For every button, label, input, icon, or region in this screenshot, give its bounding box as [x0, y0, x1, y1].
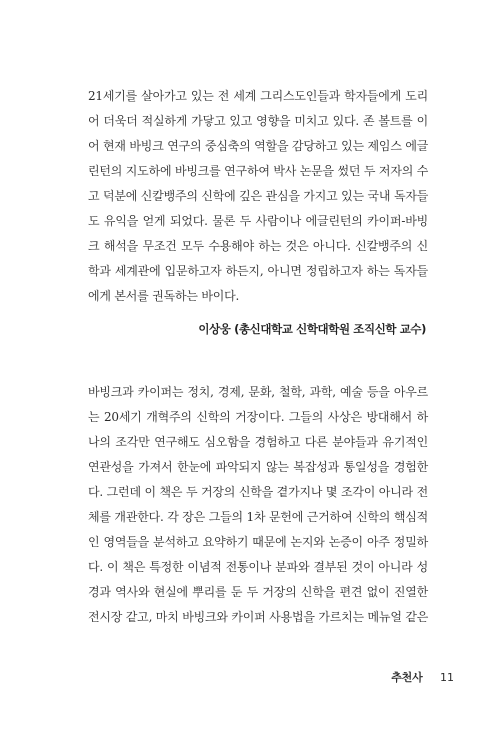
text-line: 고 덕분에 신칼뱅주의 신학에 깊은 관심을 가지고 있는 국내 독자들 [88, 189, 429, 203]
text-line: 학과 세계관에 입문하고자 하든지, 아니면 정립하고자 하는 독자들 [88, 264, 428, 278]
text-line: 다. 이 책은 특정한 이념적 전통이나 분파와 결부된 것이 아니라 성 [88, 560, 428, 574]
text-line: 전시장 같고, 마치 바빙크와 카이퍼 사용법을 가르치는 메뉴얼 같은 [88, 610, 429, 624]
page-number: 11 [440, 671, 454, 684]
text-line: 21세기를 살아가고 있는 전 세계 그리스도인들과 학자들에게 도리 [88, 89, 428, 103]
text-line: 어 더욱더 적실하게 가닿고 있고 영향을 미치고 있다. 존 볼트를 이 [88, 114, 428, 128]
text-line: 바빙크과 카이퍼는 정치, 경제, 문화, 철학, 과학, 예술 등을 아우르 [88, 385, 428, 399]
text-line: 어 현재 바빙크 연구의 중심축의 역할을 감당하고 있는 제임스 에글 [88, 139, 429, 153]
text-line: 나의 조각만 연구해도 심오함을 경험하고 다른 분야들과 유기적인 [88, 435, 428, 449]
text-line: 연관성을 가져서 한눈에 파악되지 않는 복잡성과 통일성을 경험한 [88, 460, 428, 474]
text-line: 인 영역들을 분석하고 요약하기 때문에 논지와 논증이 아주 정밀하 [88, 535, 428, 549]
text-line: 는 20세기 개혁주의 신학의 거장이다. 그들의 사상은 방대해서 하 [88, 410, 428, 424]
text-line: 도 유익을 얻게 되었다. 물론 두 사람이나 에글린턴의 카이퍼-바빙 [88, 214, 428, 228]
text-line: 체를 개관한다. 각 장은 그들의 1차 문헌에 근거하여 신학의 핵심적 [88, 510, 428, 524]
page-footer [391, 669, 454, 687]
text-line: 린턴의 지도하에 바빙크를 연구하여 박사 논문을 썼던 두 저자의 수 [88, 164, 429, 178]
running-section-title: 추천사 [391, 671, 423, 684]
recommender-attribution: 이상웅 (총신대학교 신학대학원 조직신학 교수) [198, 322, 426, 336]
text-line: 경과 역사와 현실에 뿌리를 둔 두 거장의 신학을 편견 없이 진열한 [88, 585, 428, 599]
recommendation-paragraph-1 [88, 84, 428, 309]
text-line: 다. 그런데 이 책은 두 거장의 신학을 곁가지나 몇 조각이 아니라 전 [88, 485, 428, 499]
recommendation-paragraph-2 [88, 380, 428, 630]
text-line: 크 해석을 무조건 모두 수용해야 하는 것은 아니다. 신칼뱅주의 신 [88, 239, 428, 253]
text-line: 에게 본서를 권독하는 바이다. [88, 289, 240, 303]
